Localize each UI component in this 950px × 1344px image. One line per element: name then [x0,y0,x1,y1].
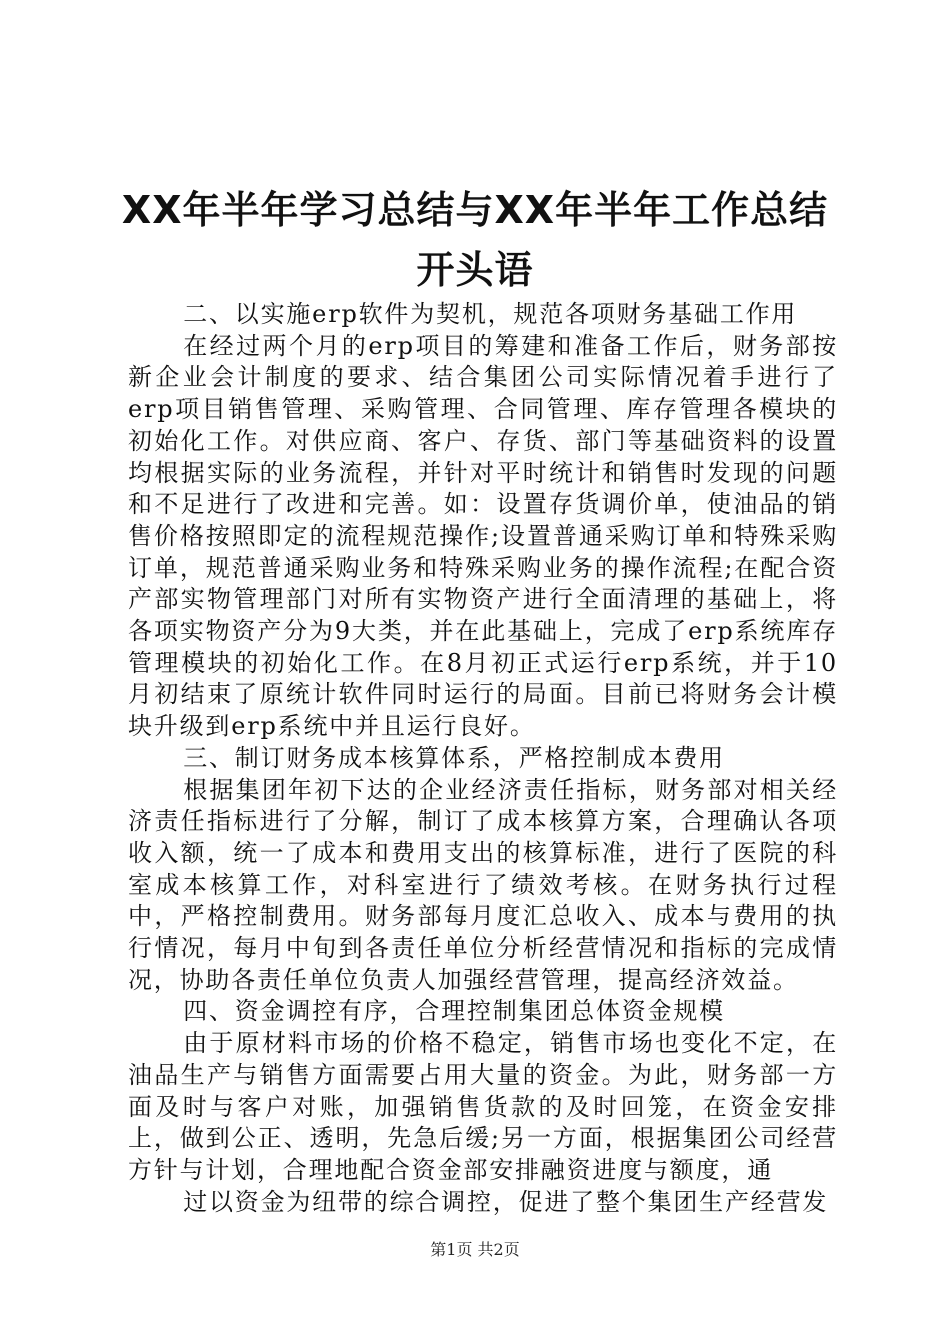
section-heading-4: 四、资金调控有序，合理控制集团总体资金规模 [183,997,725,1026]
section-heading-2: 二、以实施erp软件为契机，规范各项财务基础工作用 [183,300,798,328]
section-heading-3: 三、制订财务成本核算体系，严格控制成本费用 [183,743,725,772]
document-body [128,299,838,1218]
paragraph-erp: 在经过两个月的erp项目的筹建和准备工作后，财务部按新企业会计制度的要求、结合集团公司实际情况着手进行了erp项目销售管理、采购管理、合同管理、库存管理各模块的初始化工作。对供应商、客户、存货、部门等基础资料的设置均根据实际的业务流程，并针对平时统计和销售时发现的问题和不足进行了改进和完善。如：设置存货调价单，使油品的销售价格按照即定的流程规范操作;设置普通采购订单和特殊采购订单，规范普通采购业务和特殊采购业务的操作流程;在配合资产部实物管理部门对所有实物资产进行全面清理的基础上，将各项实物资产分为9大类，并在此基础上，完成了erp系统库存管理模块的初始化工作。在8月初正式运行erp系统，并于10月初结束了原统计软件同时运行的局面。目前已将财务会计模块升级到erp系统中并且运行良好。 [128,331,838,741]
paragraph-cost: 根据集团年初下达的企业经济责任指标，财务部对相关经济责任指标进行了分解，制订了成本核算方案，合理确认各项收入额，统一了成本和费用支出的核算标准，进行了医院的科室成本核算工作，对科室进行了绩效考核。在财务执行过程中，严格控制费用。财务部每月度汇总收入、成本与费用的执行情况，每月中旬到各责任单位分析经营情况和指标的完成情况，协助各责任单位负责人加强经营管理，提高经济效益。 [128,775,838,994]
page-footer: 第1页 共2页 [430,1240,520,1259]
paragraph-funds-continued: 过以资金为纽带的综合调控，促进了整个集团生产经营发 [183,1187,829,1216]
document-title: XX年半年学习总结与XX年半年工作总结开头语 [121,188,829,292]
paragraph-funds: 由于原材料市场的价格不稳定，销售市场也变化不定，在油品生产与销售方面需要占用大量的资金。为此，财务部一方面及时与客户对账，加强销售货款的及时回笼，在资金安排上，做到公正、透明，先急后缓;另一方面，根据集团公司经营方针与计划，合理地配合资金部安排融资进度与额度，通 [128,1029,838,1184]
